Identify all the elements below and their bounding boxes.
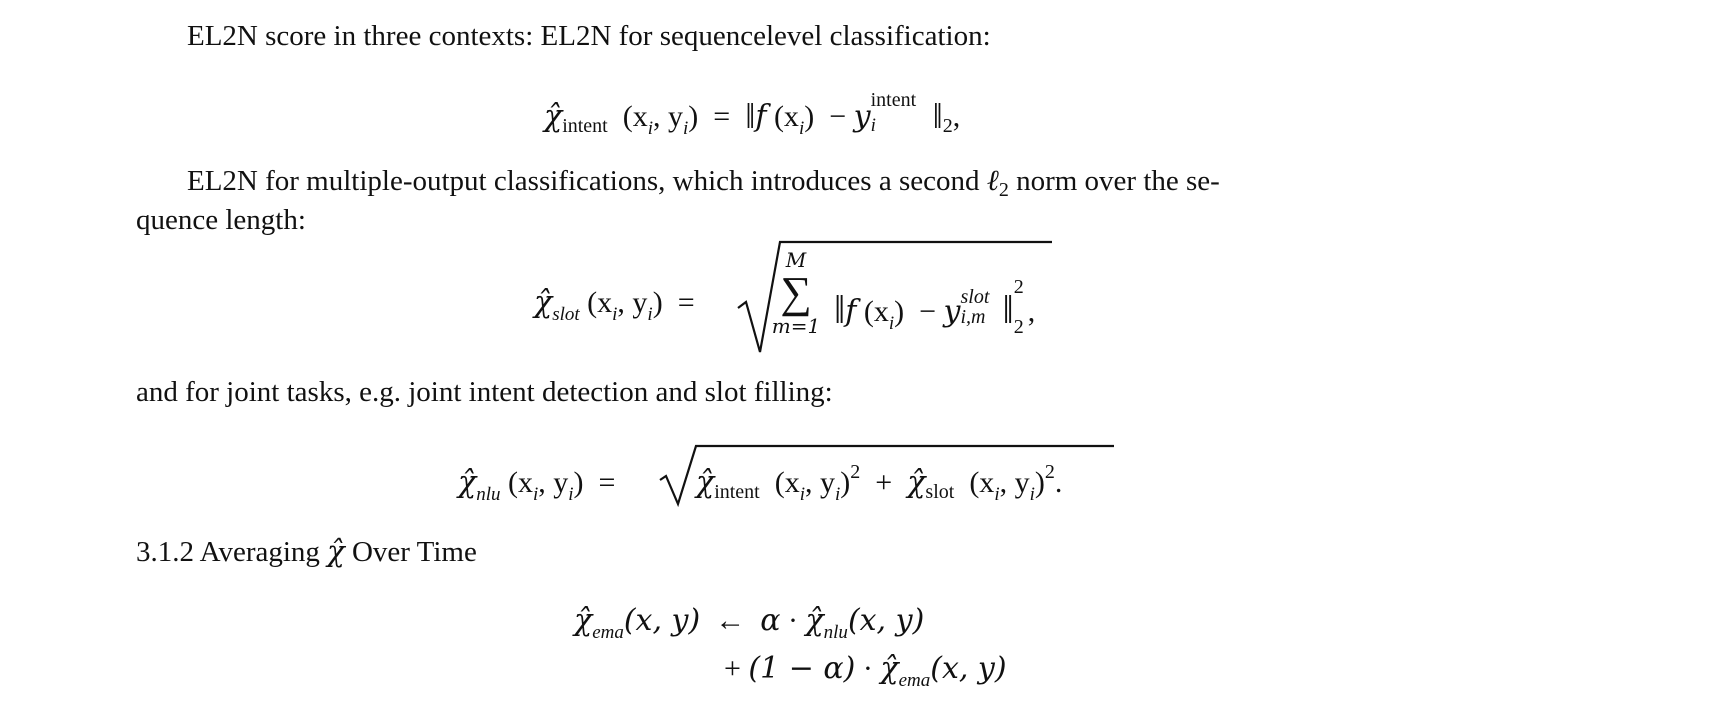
- summation: [766, 250, 826, 336]
- t1-superscript-2: 2: [850, 461, 861, 483]
- args-close: ): [688, 100, 699, 133]
- subscript-ema: ema: [592, 622, 624, 643]
- norm-scripts: [1013, 276, 1028, 339]
- f-args-i: i: [798, 118, 805, 139]
- nlu-args: (x, y): [847, 603, 925, 638]
- sigma-icon: ∑: [780, 268, 812, 317]
- t2-args-i2: i: [1029, 484, 1035, 505]
- section-word2: Over Time: [351, 536, 477, 568]
- y-subscript-im: i,m: [960, 306, 986, 329]
- subscript-ema: ema: [898, 670, 931, 691]
- plus-sign: +: [724, 652, 741, 685]
- ema-args: (x, y): [930, 651, 1007, 686]
- args-mid: , y: [617, 286, 648, 319]
- args-i2: i: [683, 118, 689, 139]
- t2-superscript-2: 2: [1044, 461, 1055, 483]
- chi-hat-symbol: χ̂: [805, 603, 824, 638]
- subscript-intent: intent: [562, 115, 608, 137]
- equation-nlu-rhs: [696, 461, 1063, 505]
- t1-args-mid: , y: [805, 466, 836, 499]
- equation-ema-line2: [724, 651, 1007, 691]
- subscript-nlu: nlu: [823, 622, 848, 643]
- f-args-open: (x: [863, 295, 889, 328]
- ell-symbol: ℓ: [986, 163, 999, 197]
- norm-subscript-2: 2: [942, 115, 953, 137]
- args-i2: i: [568, 484, 574, 505]
- chi-hat-symbol: χ̂: [574, 603, 593, 638]
- minus-sign: −: [829, 100, 847, 133]
- y-symbol: y: [943, 294, 961, 329]
- f-args-i: i: [888, 313, 895, 334]
- equals-sign: =: [598, 466, 616, 499]
- ema-args: (x, y): [623, 603, 701, 638]
- t1-args-i2: i: [835, 484, 841, 505]
- subscript-slot: slot: [552, 304, 580, 325]
- y-superscript-slot: slot: [960, 286, 990, 309]
- intro-paragraph: [187, 22, 991, 51]
- trailing-comma: ,: [1027, 295, 1036, 328]
- joint-text: and for joint tasks, e.g. joint intent detection and slot filling:: [136, 376, 833, 408]
- chi-hat-symbol: χ̂: [458, 465, 477, 500]
- norm-close: ‖: [932, 96, 943, 136]
- args-close: ): [652, 286, 663, 319]
- t2-args-open: (x: [969, 466, 995, 499]
- multi-output-text-line2: quence length:: [136, 204, 306, 236]
- t2-args-mid: , y: [999, 466, 1030, 499]
- norm-subscript-2: 2: [1013, 316, 1024, 339]
- norm-superscript-2: 2: [1013, 276, 1024, 299]
- equals-sign: =: [713, 100, 731, 133]
- section-heading: [136, 534, 477, 569]
- args-i: i: [612, 304, 618, 325]
- args-i: i: [532, 484, 539, 505]
- f-args-close: ): [894, 295, 905, 328]
- f-args-open: (x: [773, 100, 799, 133]
- t2-args-close: ): [1034, 466, 1045, 499]
- one-minus-alpha: (1 − α): [748, 651, 856, 686]
- dot-operator: ·: [787, 604, 798, 637]
- intro-text: EL2N score in three contexts: EL2N for sequencelevel classification:: [187, 20, 991, 52]
- section-number: 3.1.2: [136, 536, 194, 568]
- equation-slot-rhs: [834, 276, 1036, 339]
- y-superscript-intent: intent: [870, 89, 917, 112]
- equation-slot-lhs: [534, 285, 695, 325]
- trailing-comma: ,: [952, 100, 961, 133]
- multi-output-paragraph-line2: [136, 206, 306, 235]
- norm-open: ‖: [834, 287, 846, 332]
- chi-hat-symbol: χ̂: [696, 465, 715, 500]
- ell-subscript: 2: [998, 179, 1009, 201]
- equals-sign: =: [677, 286, 695, 319]
- equation-intent: [544, 89, 961, 139]
- t1-args-close: ): [840, 466, 851, 499]
- args-open: (x: [622, 100, 648, 133]
- subscript-nlu: nlu: [476, 484, 501, 505]
- multi-output-paragraph-line1: [187, 163, 1220, 201]
- multi-output-text-part1: EL2N for multiple-output classifications, which introduces a second: [187, 165, 980, 197]
- trailing-period: .: [1054, 466, 1063, 499]
- chi-hat-symbol: χ̂: [534, 285, 553, 320]
- y-symbol: y: [853, 99, 871, 134]
- args-i: i: [647, 118, 654, 139]
- f-args-close: ): [804, 100, 815, 133]
- args-open: (x: [507, 466, 533, 499]
- t2-args-i: i: [994, 484, 1000, 505]
- sum-lower-limit: m=1: [771, 314, 821, 338]
- t1-args-i: i: [799, 484, 806, 505]
- chi-hat-symbol: χ̂: [907, 465, 926, 500]
- subscript-intent: intent: [714, 481, 760, 503]
- t1-args-open: (x: [774, 466, 800, 499]
- equation-nlu-lhs: [458, 465, 616, 505]
- y-scripts: [960, 286, 1003, 329]
- equation-ema-line1: [574, 603, 925, 643]
- y-scripts: [870, 89, 933, 137]
- plus-sign: +: [875, 466, 893, 499]
- section-chi-hat-symbol: χ̂: [327, 534, 345, 568]
- y-subscript-i: i: [870, 115, 876, 137]
- sum-upper-limit: M: [785, 248, 807, 272]
- function-f: f: [755, 99, 767, 134]
- chi-hat-symbol: χ̂: [880, 651, 899, 686]
- args-open: (x: [587, 286, 613, 319]
- args-i2: i: [647, 304, 653, 325]
- chi-hat-symbol: χ̂: [544, 99, 563, 134]
- args-mid: , y: [653, 100, 684, 133]
- norm-close: ‖: [1002, 287, 1014, 332]
- dot-operator: ·: [862, 652, 873, 685]
- left-arrow-icon: ←: [715, 604, 746, 637]
- minus-sign: −: [919, 295, 937, 328]
- args-mid: , y: [538, 466, 569, 499]
- alpha-symbol: α: [760, 603, 781, 638]
- function-f: f: [845, 294, 857, 329]
- multi-output-text-part2: norm over the se-: [1016, 165, 1220, 197]
- section-word1: Averaging: [199, 536, 320, 568]
- norm-open: ‖: [745, 96, 756, 136]
- subscript-slot: slot: [925, 481, 955, 503]
- args-close: ): [573, 466, 584, 499]
- joint-paragraph: [136, 378, 833, 407]
